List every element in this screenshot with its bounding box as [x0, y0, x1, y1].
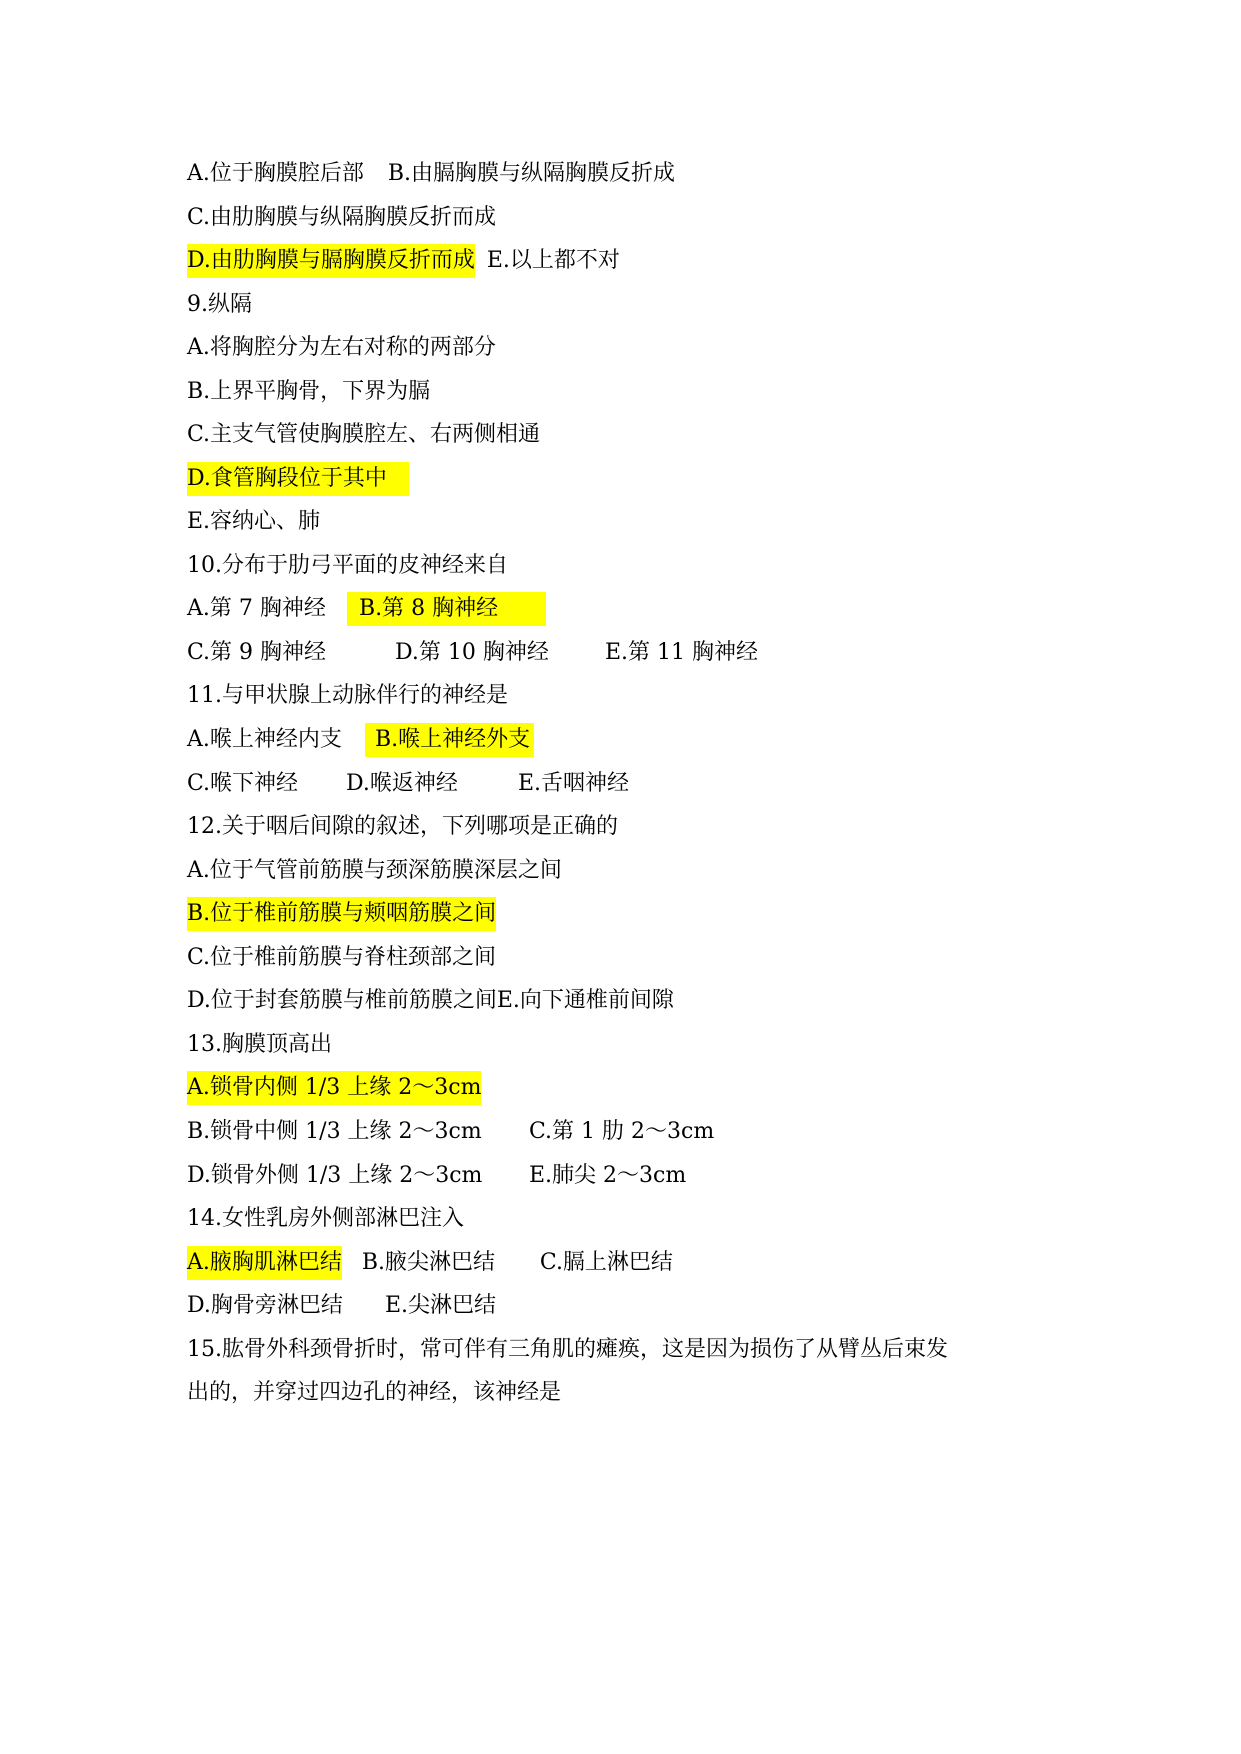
option-text: C.主支气管使胸膜腔左、右两侧相通 [187, 422, 541, 447]
option-text: D.锁骨外侧 1/3 上缘 2～3cm [187, 1163, 483, 1188]
question-text: 出的，并穿过四边孔的神经，该神经是 [187, 1380, 562, 1405]
option-text: A.第 7 胸神经 [187, 596, 326, 621]
option-text: C.膈上淋巴结 [539, 1250, 673, 1275]
question-text: 10.分布于肋弓平面的皮神经来自 [187, 553, 508, 578]
option-line [187, 1289, 496, 1323]
option-line [187, 767, 629, 801]
option-text: B.腋尖淋巴结 [361, 1250, 496, 1275]
option-line [187, 331, 496, 365]
question-text: 13.胸膜顶高出 [187, 1032, 332, 1057]
option-text: D.胸骨旁淋巴结 [187, 1293, 343, 1318]
question-title [187, 1202, 464, 1236]
highlighted-answer: A.腋胸肌淋巴结 [187, 1246, 342, 1280]
highlighted-answer: A.锁骨内侧 1/3 上缘 2～3cm [187, 1071, 481, 1105]
option-line [187, 244, 620, 278]
question-text: 11.与甲状腺上动脉伴行的神经是 [187, 683, 508, 708]
option-text: E.以上都不对 [486, 248, 620, 273]
highlighted-answer: B.第 8 胸神经 [347, 592, 546, 626]
option-text: E.舌咽神经 [518, 771, 630, 796]
option-text: E.向下通椎前间隙 [496, 988, 674, 1013]
option-text: D.第 10 胸神经 [395, 640, 549, 665]
option-text: E.尖淋巴结 [385, 1293, 497, 1318]
question-text: 14.女性乳房外侧部淋巴注入 [187, 1206, 464, 1231]
highlighted-answer: B.喉上神经外支 [365, 723, 534, 757]
option-text: E.肺尖 2～3cm [529, 1163, 687, 1188]
option-line [187, 723, 534, 757]
option-text: D.位于封套筋膜与椎前筋膜之间 [187, 988, 497, 1013]
option-line [187, 505, 320, 539]
option-text: C.由肋胸膜与纵隔胸膜反折而成 [187, 205, 497, 230]
option-line [187, 897, 496, 931]
option-text: C.位于椎前筋膜与脊柱颈部之间 [187, 945, 497, 970]
question-text: 15.肱骨外科颈骨折时，常可伴有三角肌的瘫痪，这是因为损伤了从臂丛后束发 [187, 1337, 948, 1362]
option-line [187, 854, 562, 888]
option-text: A.位于胸膜腔后部 [187, 161, 364, 186]
highlighted-answer: D.食管胸段位于其中 [187, 462, 409, 496]
option-line [187, 201, 496, 235]
highlighted-answer: B.位于椎前筋膜与颊咽筋膜之间 [187, 897, 496, 931]
option-text: A.位于气管前筋膜与颈深筋膜深层之间 [187, 858, 562, 883]
option-text: E.第 11 胸神经 [605, 640, 759, 665]
option-text: C.第 9 胸神经 [187, 640, 327, 665]
option-line [187, 592, 546, 626]
option-line [187, 375, 430, 409]
option-text: E.容纳心、肺 [187, 509, 321, 534]
option-text: D.喉返神经 [346, 771, 458, 796]
option-line [187, 462, 409, 496]
question-title-continued [187, 1376, 561, 1410]
option-line [187, 1159, 686, 1193]
option-text: B.由膈胸膜与纵隔胸膜反折成 [387, 161, 676, 186]
question-text: 9.纵隔 [187, 292, 252, 317]
question-title [187, 1333, 948, 1367]
question-title [187, 549, 508, 583]
question-text: 12.关于咽后间隙的叙述，下列哪项是正确的 [187, 814, 618, 839]
highlighted-answer: D.由肋胸膜与膈胸膜反折而成 [187, 244, 475, 278]
question-title [187, 1028, 332, 1062]
option-line [187, 984, 674, 1018]
question-title [187, 288, 252, 322]
option-line [187, 418, 540, 452]
option-text: C.喉下神经 [187, 771, 299, 796]
option-line [187, 1115, 714, 1149]
option-text: C.第 1 肋 2～3cm [529, 1119, 715, 1144]
option-line [187, 1071, 481, 1105]
question-title [187, 679, 508, 713]
option-text: B.锁骨中侧 1/3 上缘 2～3cm [187, 1119, 482, 1144]
option-text: A.喉上神经内支 [187, 727, 342, 752]
option-line [187, 636, 758, 670]
option-line [187, 1246, 673, 1280]
option-line [187, 941, 496, 975]
question-title [187, 810, 618, 844]
option-line [187, 157, 675, 191]
option-text: B.上界平胸骨，下界为膈 [187, 379, 431, 404]
option-text: A.将胸腔分为左右对称的两部分 [187, 335, 496, 360]
